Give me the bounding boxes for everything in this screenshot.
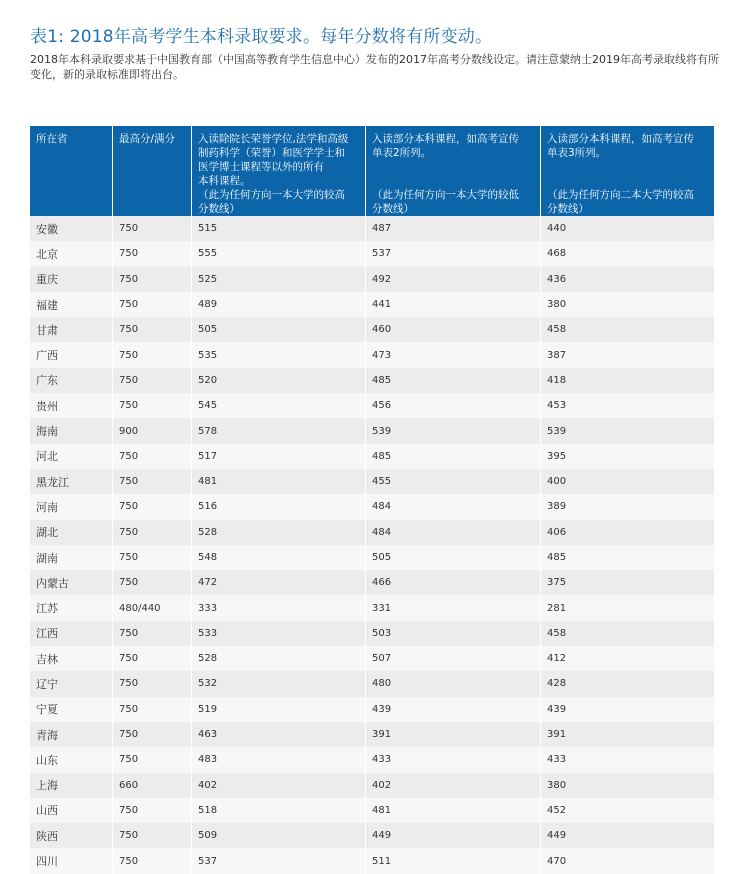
cell-max-score: 750 bbox=[113, 216, 192, 241]
cell-score-table2: 456 bbox=[366, 393, 541, 418]
cell-score-all: 533 bbox=[192, 621, 366, 646]
cell-province: 山东 bbox=[30, 747, 113, 772]
table-row bbox=[30, 292, 714, 317]
cell-score-table3: 458 bbox=[547, 627, 567, 639]
cell-score-table2: 487 bbox=[366, 216, 541, 241]
cell-score-table3: 436 bbox=[547, 273, 567, 285]
cell-max-score: 750 bbox=[113, 292, 192, 317]
cell-score-table2: 466 bbox=[366, 570, 541, 595]
cell-score-table3: 449 bbox=[547, 830, 567, 842]
table-row bbox=[30, 393, 714, 418]
cell-max-score: 750 bbox=[113, 848, 192, 873]
cell-score-all: 525 bbox=[192, 267, 366, 292]
header-max-score: 最高分/满分 bbox=[113, 126, 192, 216]
cell-score-table3: 439 bbox=[547, 703, 567, 715]
cell-score-table3: 400 bbox=[547, 476, 567, 488]
cell-score-all: 483 bbox=[192, 747, 366, 772]
table-row bbox=[30, 317, 714, 342]
cell-province: 河南 bbox=[30, 494, 113, 519]
table-row bbox=[30, 545, 714, 570]
cell-max-score: 480/440 bbox=[113, 595, 192, 620]
cell-max-score: 750 bbox=[113, 267, 192, 292]
cell-max-score: 750 bbox=[113, 747, 192, 772]
cell-score-all: 535 bbox=[192, 342, 366, 367]
cell-province: 广东 bbox=[30, 368, 113, 393]
cell-max-score: 750 bbox=[113, 444, 192, 469]
cell-score-table2: 485 bbox=[366, 444, 541, 469]
cell-score-table3: 375 bbox=[547, 577, 567, 589]
cell-max-score: 750 bbox=[113, 342, 192, 367]
header-all-courses: 入读除院长荣誉学位,法学和高级 制药科学（荣誉）和医学学士和 医学博士课程等以外的所有 本科课程。 （此为任何方向一本大学的较高 分数线） bbox=[192, 126, 366, 216]
cell-province: 四川 bbox=[30, 848, 113, 873]
cell-province: 安徽 bbox=[30, 216, 113, 241]
cell-province: 黑龙江 bbox=[30, 469, 113, 494]
cell-score-table3: 389 bbox=[547, 501, 567, 513]
cell-score-all: 532 bbox=[192, 671, 366, 696]
table-row bbox=[30, 671, 714, 696]
cell-score-table2: 481 bbox=[366, 798, 541, 823]
cell-score-table3: 440 bbox=[547, 223, 567, 235]
cell-province: 海南 bbox=[30, 418, 113, 443]
cell-score-all: 489 bbox=[192, 292, 366, 317]
cell-score-all: 518 bbox=[192, 798, 366, 823]
cell-score-table2: 402 bbox=[366, 773, 541, 798]
cell-province: 重庆 bbox=[30, 267, 113, 292]
table-row bbox=[30, 342, 714, 367]
table-row bbox=[30, 722, 714, 747]
cell-score-all: 333 bbox=[192, 595, 366, 620]
cell-score-table3: 539 bbox=[547, 425, 567, 437]
cell-score-all: 516 bbox=[192, 494, 366, 519]
cell-province: 贵州 bbox=[30, 393, 113, 418]
cell-score-all: 578 bbox=[192, 418, 366, 443]
cell-province: 湖南 bbox=[30, 545, 113, 570]
page-title: 表1: 2018年高考学生本科录取要求。每年分数将有所变动。 bbox=[30, 27, 493, 47]
cell-max-score: 750 bbox=[113, 494, 192, 519]
table-row bbox=[30, 697, 714, 722]
table-header bbox=[30, 126, 714, 216]
header-table2-courses: 入读部分本科课程，如高考宣传 单表2所列。 （此为任何方向一本大学的较低 分数线） bbox=[366, 126, 541, 216]
cell-score-table2: 460 bbox=[366, 317, 541, 342]
cell-score-all: 537 bbox=[192, 848, 366, 873]
cell-score-table2: 449 bbox=[366, 823, 541, 848]
cell-score-table2: 485 bbox=[366, 368, 541, 393]
cell-province: 青海 bbox=[30, 722, 113, 747]
intro-paragraph: 2018年本科录取要求基于中国教育部（中国高等教育学生信息中心）发布的2017年高考分数线设定。请注意蒙纳士2019年高考录取线将有所变化，新的录取标准即将出台。 bbox=[30, 53, 719, 81]
cell-max-score: 750 bbox=[113, 520, 192, 545]
cell-province: 江西 bbox=[30, 621, 113, 646]
cell-score-table3: 470 bbox=[547, 855, 567, 867]
cell-score-all: 519 bbox=[192, 697, 366, 722]
table-row bbox=[30, 823, 714, 848]
table-row bbox=[30, 595, 714, 620]
cell-score-table2: 539 bbox=[366, 418, 541, 443]
cell-score-table3: 428 bbox=[547, 678, 567, 690]
cell-score-table3: 433 bbox=[547, 754, 567, 766]
table-row bbox=[30, 267, 714, 292]
cell-max-score: 750 bbox=[113, 368, 192, 393]
cell-score-table2: 473 bbox=[366, 342, 541, 367]
table-row bbox=[30, 418, 714, 443]
cell-province: 陕西 bbox=[30, 823, 113, 848]
cell-max-score: 750 bbox=[113, 671, 192, 696]
cell-score-table2: 439 bbox=[366, 697, 541, 722]
table-row bbox=[30, 747, 714, 772]
cell-score-table3: 391 bbox=[547, 729, 567, 741]
cell-province: 宁夏 bbox=[30, 697, 113, 722]
cell-score-all: 505 bbox=[192, 317, 366, 342]
cell-score-table2: 503 bbox=[366, 621, 541, 646]
cell-province: 河北 bbox=[30, 444, 113, 469]
cell-score-table3: 453 bbox=[547, 400, 567, 412]
cell-score-table2: 441 bbox=[366, 292, 541, 317]
cell-score-table3: 406 bbox=[547, 526, 567, 538]
cell-score-table2: 484 bbox=[366, 520, 541, 545]
table-row bbox=[30, 848, 714, 873]
table-row bbox=[30, 646, 714, 671]
cell-score-all: 520 bbox=[192, 368, 366, 393]
cell-province: 湖北 bbox=[30, 520, 113, 545]
table-row bbox=[30, 216, 714, 241]
cell-score-table2: 331 bbox=[366, 595, 541, 620]
cell-score-all: 528 bbox=[192, 646, 366, 671]
cell-province: 内蒙古 bbox=[30, 570, 113, 595]
cell-max-score: 750 bbox=[113, 823, 192, 848]
cell-score-table2: 455 bbox=[366, 469, 541, 494]
cell-max-score: 750 bbox=[113, 722, 192, 747]
table-row bbox=[30, 494, 714, 519]
cell-province: 甘肃 bbox=[30, 317, 113, 342]
cell-score-table2: 507 bbox=[366, 646, 541, 671]
cell-score-table3: 281 bbox=[547, 602, 567, 614]
header-table3-courses: 入读部分本科课程，如高考宣传 单表3所列。 （此为任何方向二本大学的较高 分数线） bbox=[547, 133, 694, 215]
cell-score-all: 463 bbox=[192, 722, 366, 747]
cell-max-score: 660 bbox=[113, 773, 192, 798]
cell-score-all: 509 bbox=[192, 823, 366, 848]
cell-score-table3: 418 bbox=[547, 374, 567, 386]
cell-province: 广西 bbox=[30, 342, 113, 367]
cell-score-all: 402 bbox=[192, 773, 366, 798]
table-body bbox=[30, 216, 714, 874]
cell-score-table2: 492 bbox=[366, 267, 541, 292]
cell-province: 辽宁 bbox=[30, 671, 113, 696]
cell-province: 北京 bbox=[30, 241, 113, 266]
cell-max-score: 750 bbox=[113, 317, 192, 342]
cell-max-score: 750 bbox=[113, 241, 192, 266]
cell-max-score: 750 bbox=[113, 697, 192, 722]
admission-table bbox=[30, 126, 714, 874]
cell-score-all: 548 bbox=[192, 545, 366, 570]
cell-score-table2: 480 bbox=[366, 671, 541, 696]
cell-score-table2: 484 bbox=[366, 494, 541, 519]
cell-score-table3: 395 bbox=[547, 450, 567, 462]
cell-max-score: 750 bbox=[113, 621, 192, 646]
table-row bbox=[30, 773, 714, 798]
cell-province: 上海 bbox=[30, 773, 113, 798]
table-row bbox=[30, 368, 714, 393]
cell-score-all: 515 bbox=[192, 216, 366, 241]
table-row bbox=[30, 621, 714, 646]
cell-max-score: 750 bbox=[113, 798, 192, 823]
cell-score-table3: 468 bbox=[547, 248, 567, 260]
cell-score-table3: 412 bbox=[547, 653, 567, 665]
cell-score-table3: 458 bbox=[547, 324, 567, 336]
cell-score-all: 545 bbox=[192, 393, 366, 418]
cell-score-all: 481 bbox=[192, 469, 366, 494]
cell-score-table2: 505 bbox=[366, 545, 541, 570]
cell-score-all: 555 bbox=[192, 241, 366, 266]
table-row bbox=[30, 241, 714, 266]
cell-province: 山西 bbox=[30, 798, 113, 823]
cell-max-score: 900 bbox=[113, 418, 192, 443]
cell-score-all: 528 bbox=[192, 520, 366, 545]
cell-max-score: 750 bbox=[113, 469, 192, 494]
cell-score-table3: 485 bbox=[547, 552, 567, 563]
cell-province: 江苏 bbox=[30, 595, 113, 620]
cell-max-score: 750 bbox=[113, 570, 192, 595]
table-row bbox=[30, 469, 714, 494]
header-province: 所在省 bbox=[30, 126, 113, 216]
cell-max-score: 750 bbox=[113, 646, 192, 671]
cell-score-table2: 433 bbox=[366, 747, 541, 772]
cell-score-table2: 537 bbox=[366, 241, 541, 266]
table-row bbox=[30, 798, 714, 823]
table-row bbox=[30, 520, 714, 545]
cell-score-table3: 380 bbox=[547, 299, 567, 311]
table-row bbox=[30, 444, 714, 469]
cell-score-all: 472 bbox=[192, 570, 366, 595]
cell-province: 福建 bbox=[30, 292, 113, 317]
cell-max-score: 750 bbox=[113, 393, 192, 418]
cell-score-table2: 391 bbox=[366, 722, 541, 747]
cell-score-table3: 452 bbox=[547, 804, 567, 816]
table-row bbox=[30, 570, 714, 595]
cell-score-all: 517 bbox=[192, 444, 366, 469]
cell-score-table2: 511 bbox=[366, 848, 541, 873]
cell-score-table3: 387 bbox=[547, 349, 567, 361]
cell-province: 吉林 bbox=[30, 646, 113, 671]
cell-score-table3: 380 bbox=[547, 779, 567, 791]
cell-max-score: 750 bbox=[113, 545, 192, 570]
